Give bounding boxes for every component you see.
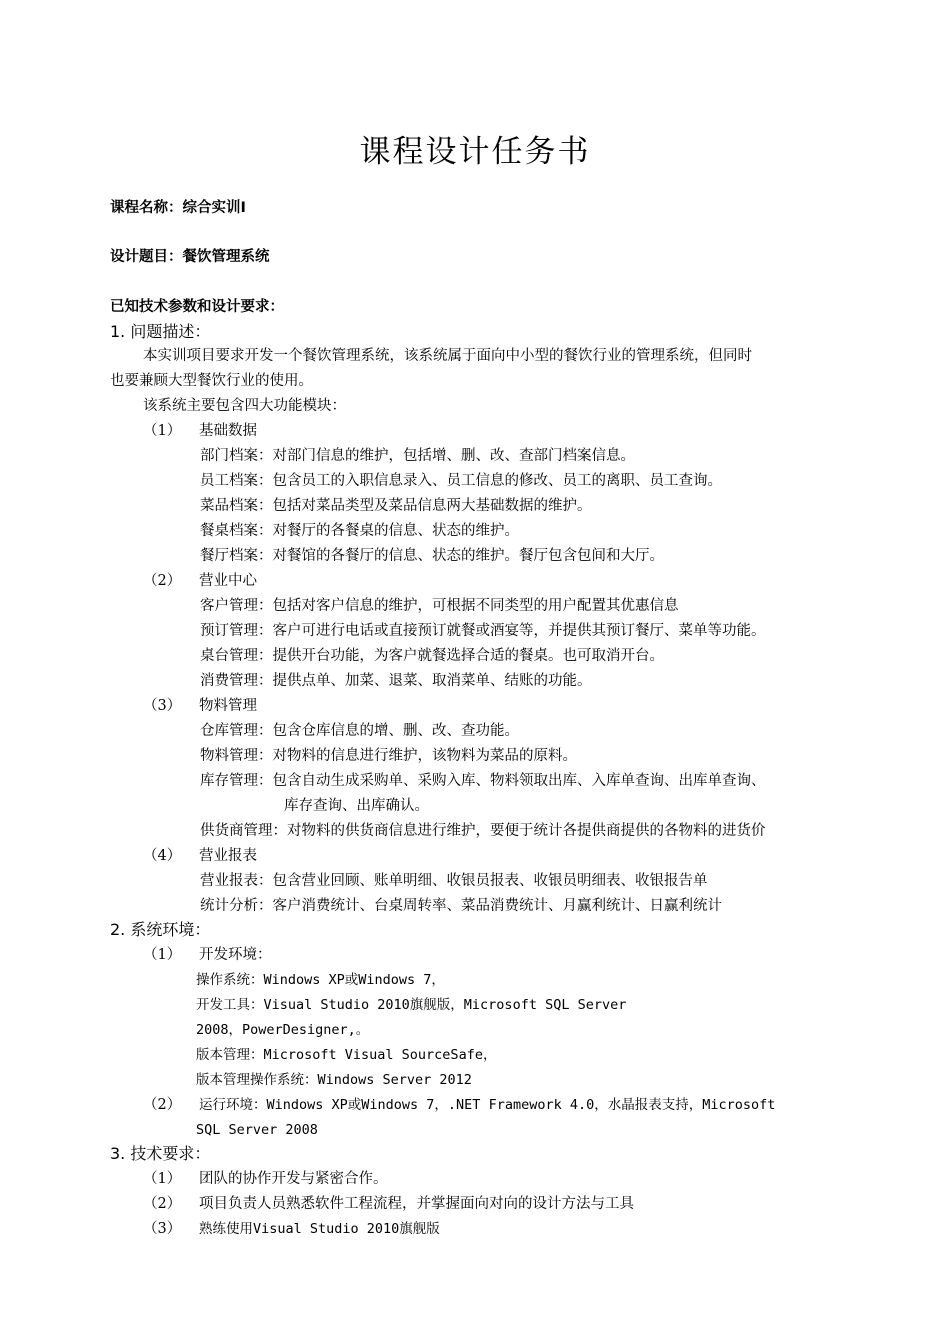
env-text: 运行环境：Windows XP或Windows 7，.NET Framework 4.0，水晶报表支持，Microsoft <box>199 1097 776 1113</box>
module-3-heading <box>143 696 257 716</box>
list-item: 操作系统：Windows XP或Windows 7， <box>196 972 445 988</box>
requirement-item <box>143 1219 440 1239</box>
list-item-continuation: 2008，PowerDesigner,。 <box>196 1022 370 1038</box>
list-number: （2） <box>143 1097 182 1113</box>
course-name: 课程名称：综合实训Ⅰ <box>110 200 246 216</box>
list-item: 版本管理操作系统：Windows Server 2012 <box>196 1072 472 1088</box>
list-item: 统计分析：客户消费统计、台桌周转率、菜品消费统计、月赢利统计、日赢利统计 <box>200 898 722 914</box>
list-item: 部门档案：对部门信息的维护，包括增、删、改、查部门档案信息。 <box>200 448 635 464</box>
list-item: 餐桌档案：对餐厅的各餐桌的信息、状态的维护。 <box>200 523 519 539</box>
design-topic: 设计题目：餐饮管理系统 <box>110 249 270 265</box>
list-item: 营业报表：包含营业回顾、账单明细、收银员报表、收银员明细表、收银报告单 <box>200 873 708 889</box>
env-2-line <box>143 1095 775 1115</box>
list-item: 仓库管理：包含仓库信息的增、删、改、查功能。 <box>200 723 519 739</box>
list-item: 库存管理：包含自动生成采购单、采购入库、物料领取出库、入库单查询、出库单查询、 <box>200 773 766 789</box>
section-2-heading: 2. 系统环境： <box>110 920 211 939</box>
list-number: （3） <box>143 698 182 714</box>
known-params-heading: 已知技术参数和设计要求： <box>110 299 284 315</box>
env-title: 开发环境： <box>199 947 272 963</box>
list-item: 预订管理：客户可进行电话或直接预订就餐或酒宴等，并提供其预订餐厅、菜单等功能。 <box>200 623 766 639</box>
section-1-heading: 1. 问题描述： <box>110 322 211 341</box>
requirement-item <box>143 1194 634 1214</box>
list-item: 版本管理：Microsoft Visual SourceSafe， <box>196 1047 497 1063</box>
document-title: 课程设计任务书 <box>359 134 591 170</box>
module-4-heading <box>143 846 257 866</box>
list-number: （3） <box>143 1221 182 1237</box>
list-item: 供货商管理：对物料的供货商信息进行维护，要便于统计各提供商提供的各物料的进货价 <box>200 823 766 839</box>
env-1-heading <box>143 945 272 965</box>
section-3-heading: 3. 技术要求： <box>110 1144 211 1163</box>
list-item: 菜品档案：包括对菜品类型及菜品信息两大基础数据的维护。 <box>200 498 592 514</box>
list-item: 员工档案：包含员工的入职信息录入、员工信息的修改、员工的离职、员工查询。 <box>200 473 722 489</box>
list-item: 桌台管理：提供开台功能，为客户就餐选择合适的餐桌。也可取消开台。 <box>200 648 664 664</box>
list-item: 物料管理：对物料的信息进行维护，该物料为菜品的原料。 <box>200 748 577 764</box>
requirement-text: 项目负责人员熟悉软件工程流程，并掌握面向对向的设计方法与工具 <box>199 1196 634 1212</box>
requirement-item <box>143 1169 388 1189</box>
requirement-text: 熟练使用Visual Studio 2010旗舰版 <box>199 1221 440 1237</box>
list-item-continuation: 库存查询、出库确认。 <box>284 798 429 814</box>
list-item: 开发工具：Visual Studio 2010旗舰版，Microsoft SQL Server <box>196 997 627 1013</box>
paragraph-line: 也要兼顾大型餐饮行业的使用。 <box>110 373 313 389</box>
module-title: 物料管理 <box>199 698 257 714</box>
module-title: 基础数据 <box>199 423 257 439</box>
module-title: 营业中心 <box>199 573 257 589</box>
module-title: 营业报表 <box>199 848 257 864</box>
requirement-text: 团队的协作开发与紧密合作。 <box>199 1171 388 1187</box>
list-number: （2） <box>143 1196 182 1212</box>
list-number: （1） <box>143 1171 182 1187</box>
list-number: （4） <box>143 848 182 864</box>
list-number: （1） <box>143 423 182 439</box>
list-item-continuation: SQL Server 2008 <box>196 1122 318 1138</box>
paragraph-line: 本实训项目要求开发一个餐饮管理系统，该系统属于面向中小型的餐饮行业的管理系统，但同时 <box>143 348 752 364</box>
list-number: （2） <box>143 573 182 589</box>
paragraph-line: 该系统主要包含四大功能模块： <box>143 398 346 414</box>
list-item: 消费管理：提供点单、加菜、退菜、取消菜单、结账的功能。 <box>200 673 592 689</box>
list-item: 客户管理：包括对客户信息的维护，可根据不同类型的用户配置其优惠信息 <box>200 598 679 614</box>
list-number: （1） <box>143 947 182 963</box>
module-1-heading <box>143 421 257 441</box>
list-item: 餐厅档案：对餐馆的各餐厅的信息、状态的维护。餐厅包含包间和大厅。 <box>200 548 664 564</box>
module-2-heading <box>143 571 257 591</box>
